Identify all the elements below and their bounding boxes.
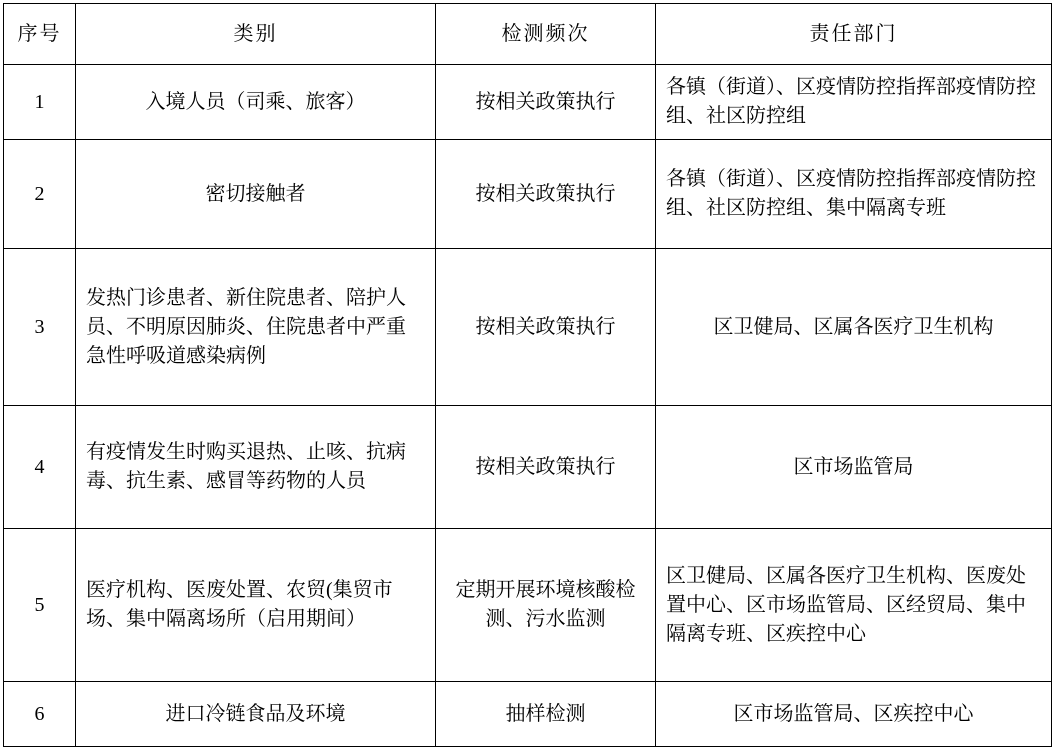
cell-department: 区卫健局、区属各医疗卫生机构 <box>656 249 1052 406</box>
cell-department: 区市场监管局 <box>656 406 1052 529</box>
column-header-category: 类别 <box>76 4 436 65</box>
cell-frequency: 抽样检测 <box>436 682 656 747</box>
table-row <box>4 529 1052 682</box>
detection-frequency-table <box>3 3 1052 747</box>
cell-department: 区卫健局、区属各医疗卫生机构、医废处置中心、区市场监管局、区经贸局、集中隔离专班、区疾控中心 <box>656 529 1052 682</box>
column-header-frequency: 检测频次 <box>436 4 656 65</box>
table-row <box>4 682 1052 747</box>
cell-index: 6 <box>4 682 76 747</box>
cell-index: 2 <box>4 140 76 249</box>
table-row <box>4 249 1052 406</box>
cell-department: 各镇（街道）、区疫情防控指挥部疫情防控组、社区防控组、集中隔离专班 <box>656 140 1052 249</box>
cell-category: 医疗机构、医废处置、农贸(集贸市场、集中隔离场所（启用期间） <box>76 529 436 682</box>
table-row <box>4 65 1052 140</box>
cell-category: 发热门诊患者、新住院患者、陪护人员、不明原因肺炎、住院患者中严重急性呼吸道感染病例 <box>76 249 436 406</box>
cell-index: 4 <box>4 406 76 529</box>
cell-frequency: 定期开展环境核酸检测、污水监测 <box>436 529 656 682</box>
cell-department: 各镇（街道）、区疫情防控指挥部疫情防控组、社区防控组 <box>656 65 1052 140</box>
column-header-index: 序号 <box>4 4 76 65</box>
document-page <box>0 3 1055 737</box>
cell-frequency: 按相关政策执行 <box>436 249 656 406</box>
cell-category: 密切接触者 <box>76 140 436 249</box>
cell-category: 进口冷链食品及环境 <box>76 682 436 747</box>
cell-department: 区市场监管局、区疾控中心 <box>656 682 1052 747</box>
column-header-department: 责任部门 <box>656 4 1052 65</box>
cell-category: 入境人员（司乘、旅客） <box>76 65 436 140</box>
cell-frequency: 按相关政策执行 <box>436 140 656 249</box>
cell-frequency: 按相关政策执行 <box>436 406 656 529</box>
table-row <box>4 406 1052 529</box>
cell-category: 有疫情发生时购买退热、止咳、抗病毒、抗生素、感冒等药物的人员 <box>76 406 436 529</box>
cell-frequency: 按相关政策执行 <box>436 65 656 140</box>
cell-index: 3 <box>4 249 76 406</box>
table-header-row <box>4 4 1052 65</box>
table-row <box>4 140 1052 249</box>
cell-index: 5 <box>4 529 76 682</box>
cell-index: 1 <box>4 65 76 140</box>
